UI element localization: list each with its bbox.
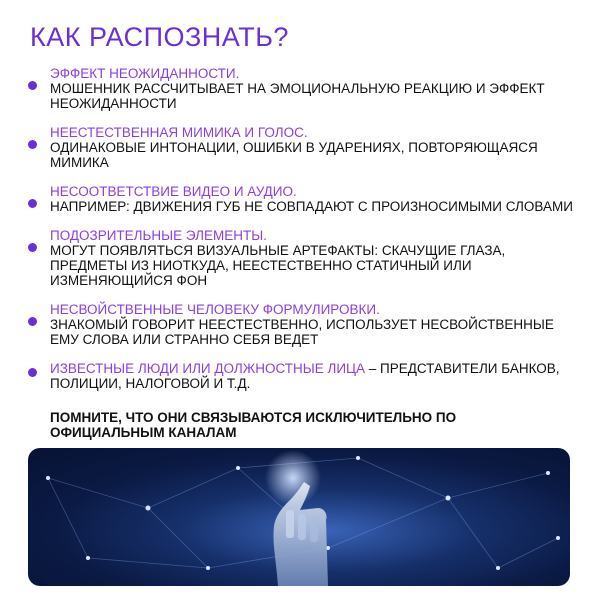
item-text: ЗНАКОМЫЙ ГОВОРИТ НЕЕСТЕСТВЕННО, ИСПОЛЬЗУЕТ НЕСВОЙСТВЕННЫЕ ЕМУ СЛОВА ИЛИ СТРАННО СЕБЯ ВЕДЕТ	[50, 317, 554, 347]
hero-image	[28, 448, 570, 586]
list-item	[28, 302, 576, 347]
bullet-icon	[28, 243, 37, 252]
page-title: КАК РАСПОЗНАТЬ?	[30, 22, 289, 52]
item-heading: НЕСВОЙСТВЕННЫЕ ЧЕЛОВЕКУ ФОРМУЛИРОВКИ.	[50, 302, 380, 317]
bullet-icon	[28, 368, 37, 377]
item-text: НАПРИМЕР: ДВИЖЕНИЯ ГУБ НЕ СОВПАДАЮТ С ПРОИЗНОСИМЫМИ СЛОВАМИ	[50, 199, 573, 214]
list-item	[28, 361, 576, 391]
item-heading: ИЗВЕСТНЫЕ ЛЮДИ ИЛИ ДОЛЖНОСТНЫЕ ЛИЦА	[50, 361, 366, 376]
item-text: ОДИНАКОВЫЕ ИНТОНАЦИИ, ОШИБКИ В УДАРЕНИЯХ, ПОВТОРЯЮЩАЯСЯ МИМИКА	[50, 140, 538, 170]
item-heading: ПОДОЗРИТЕЛЬНЫЕ ЭЛЕМЕНТЫ.	[50, 228, 267, 243]
list-item	[28, 184, 576, 214]
item-text: МОГУТ ПОЯВЛЯТЬСЯ ВИЗУАЛЬНЫЕ АРТЕФАКТЫ: СКАЧУЩИЕ ГЛАЗА, ПРЕДМЕТЫ ИЗ НИОТКУДА, НЕЕСТЕСТВЕННО СТАТИЧНЫЙ ИЛИ ИЗМЕНЯЮЩИЙСЯ ФОН	[50, 243, 506, 288]
closing-note: ПОМНИТЕ, ЧТО ОНИ СВЯЗЫВАЮТСЯ ИСКЛЮЧИТЕЛЬНО ПО ОФИЦИАЛЬНЫМ КАНАЛАМ	[50, 410, 457, 440]
item-heading: ЭФФЕКТ НЕОЖИДАННОСТИ.	[50, 66, 240, 81]
network-illustration	[28, 448, 570, 586]
bullet-icon	[28, 81, 37, 90]
item-heading: НЕЕСТЕСТВЕННАЯ МИМИКА И ГОЛОС.	[50, 125, 308, 140]
item-text	[50, 361, 576, 391]
list-item	[28, 66, 576, 111]
list-item	[28, 125, 576, 170]
item-text: МОШЕННИК РАССЧИТЫВАЕТ НА ЭМОЦИОНАЛЬНУЮ РЕАКЦИЮ И ЭФФЕКТ НЕОЖИДАННОСТИ	[50, 81, 545, 111]
signs-list	[28, 66, 576, 405]
bullet-icon	[28, 199, 37, 208]
item-text-rest: – ПРЕДСТАВИТЕЛИ БАНКОВ, ПОЛИЦИИ, НАЛОГОВОЙ И Т.Д.	[50, 361, 560, 391]
item-heading: НЕСООТВЕТСТВИЕ ВИДЕО И АУДИО.	[50, 184, 297, 199]
bullet-icon	[28, 140, 37, 149]
list-item	[28, 228, 576, 288]
bullet-icon	[28, 317, 37, 326]
